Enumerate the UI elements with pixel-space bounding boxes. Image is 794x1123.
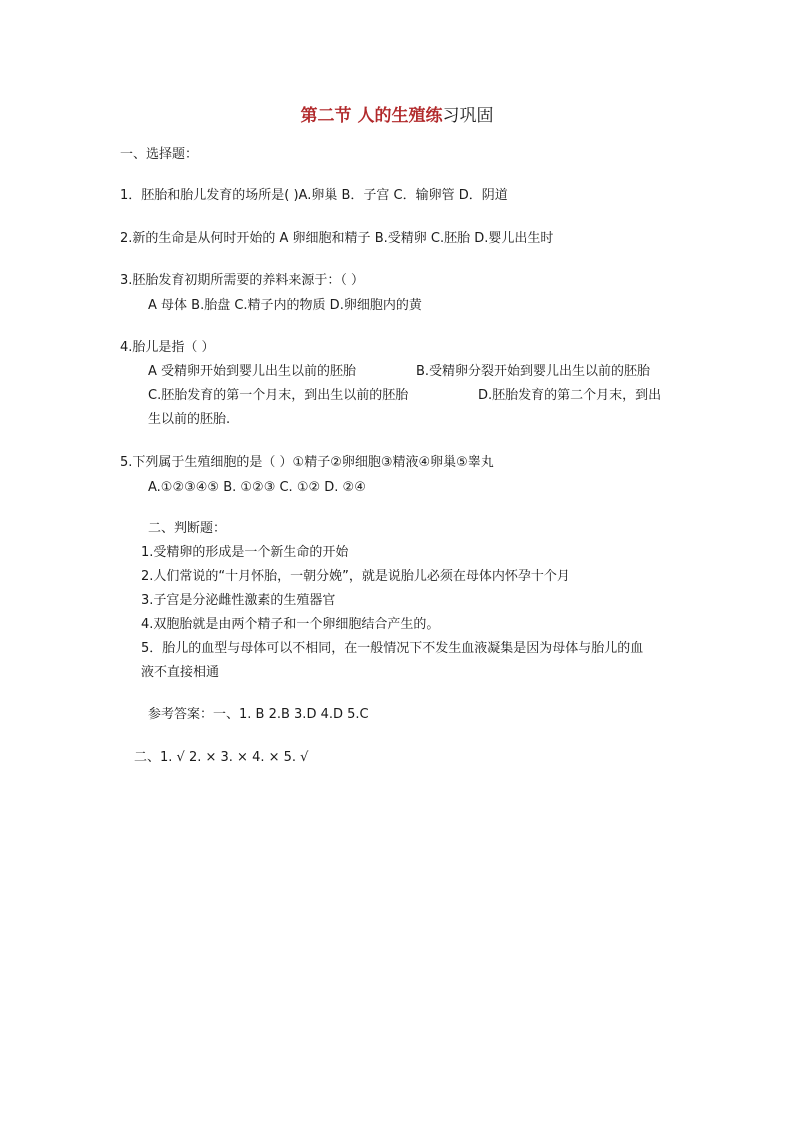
question-4-option-b: B.受精卵分裂开始到婴儿出生以前的胚胎 bbox=[416, 364, 651, 379]
question-4-option-d: D.胚胎发育的第二个月末，到出 bbox=[478, 388, 662, 403]
question-3-stem: 3.胚胎发育初期所需要的养料来源于：（ ） bbox=[120, 273, 365, 288]
section1-heading: 一、选择题： bbox=[120, 147, 199, 162]
judge-item-2: 2.人们常说的“十月怀胎，一朝分娩”，就是说胎儿必须在母体内怀孕十个月 bbox=[141, 569, 570, 584]
page-title bbox=[0, 106, 794, 126]
answer-key-line-2: 二、1. √ 2. × 3. × 4. × 5. √ bbox=[134, 750, 309, 765]
question-2: 2.新的生命是从何时开始的 A 卵细胞和精子 B.受精卵 C.胚胎 D.婴儿出生时 bbox=[120, 231, 554, 246]
judge-item-1: 1.受精卵的形成是一个新生命的开始 bbox=[141, 545, 349, 560]
question-1: 1．胚胎和胎儿发育的场所是( )A.卵巢 B．子宫 C．输卵管 D．阴道 bbox=[120, 188, 508, 203]
question-4-stem: 4.胎儿是指（ ） bbox=[120, 340, 215, 355]
judge-item-3: 3.子宫是分泌雌性激素的生殖器官 bbox=[141, 593, 336, 608]
question-5-options: A.①②③④⑤ B. ①②③ C. ①② D. ②④ bbox=[148, 480, 366, 495]
title-highlighted: 第二节 人的生殖练 bbox=[300, 106, 443, 126]
question-5-stem: 5.下列属于生殖细胞的是（ ）①精子②卵细胞③精液④卵巢⑤睾丸 bbox=[120, 455, 494, 470]
question-4-option-d-cont: 生以前的胚胎. bbox=[148, 412, 231, 427]
question-4-option-a: A 受精卵开始到婴儿出生以前的胚胎 bbox=[148, 364, 357, 379]
judge-item-5-cont: 液不直接相通 bbox=[141, 665, 220, 680]
title-rest: 习巩固 bbox=[442, 106, 494, 126]
section2-heading: 二、判断题： bbox=[148, 521, 227, 536]
question-3-options: A 母体 B.胎盘 C.精子内的物质 D.卵细胞内的黄 bbox=[148, 298, 422, 313]
judge-item-4: 4.双胞胎就是由两个精子和一个卵细胞结合产生的。 bbox=[141, 617, 440, 632]
judge-item-5: 5．胎儿的血型与母体可以不相同，在一般情况下不发生血液凝集是因为母体与胎儿的血 bbox=[141, 641, 644, 656]
question-4-option-c: C.胚胎发育的第一个月末，到出生以前的胚胎 bbox=[148, 388, 409, 403]
answer-key-line-1: 参考答案：一、1. B 2.B 3.D 4.D 5.C bbox=[148, 707, 369, 722]
